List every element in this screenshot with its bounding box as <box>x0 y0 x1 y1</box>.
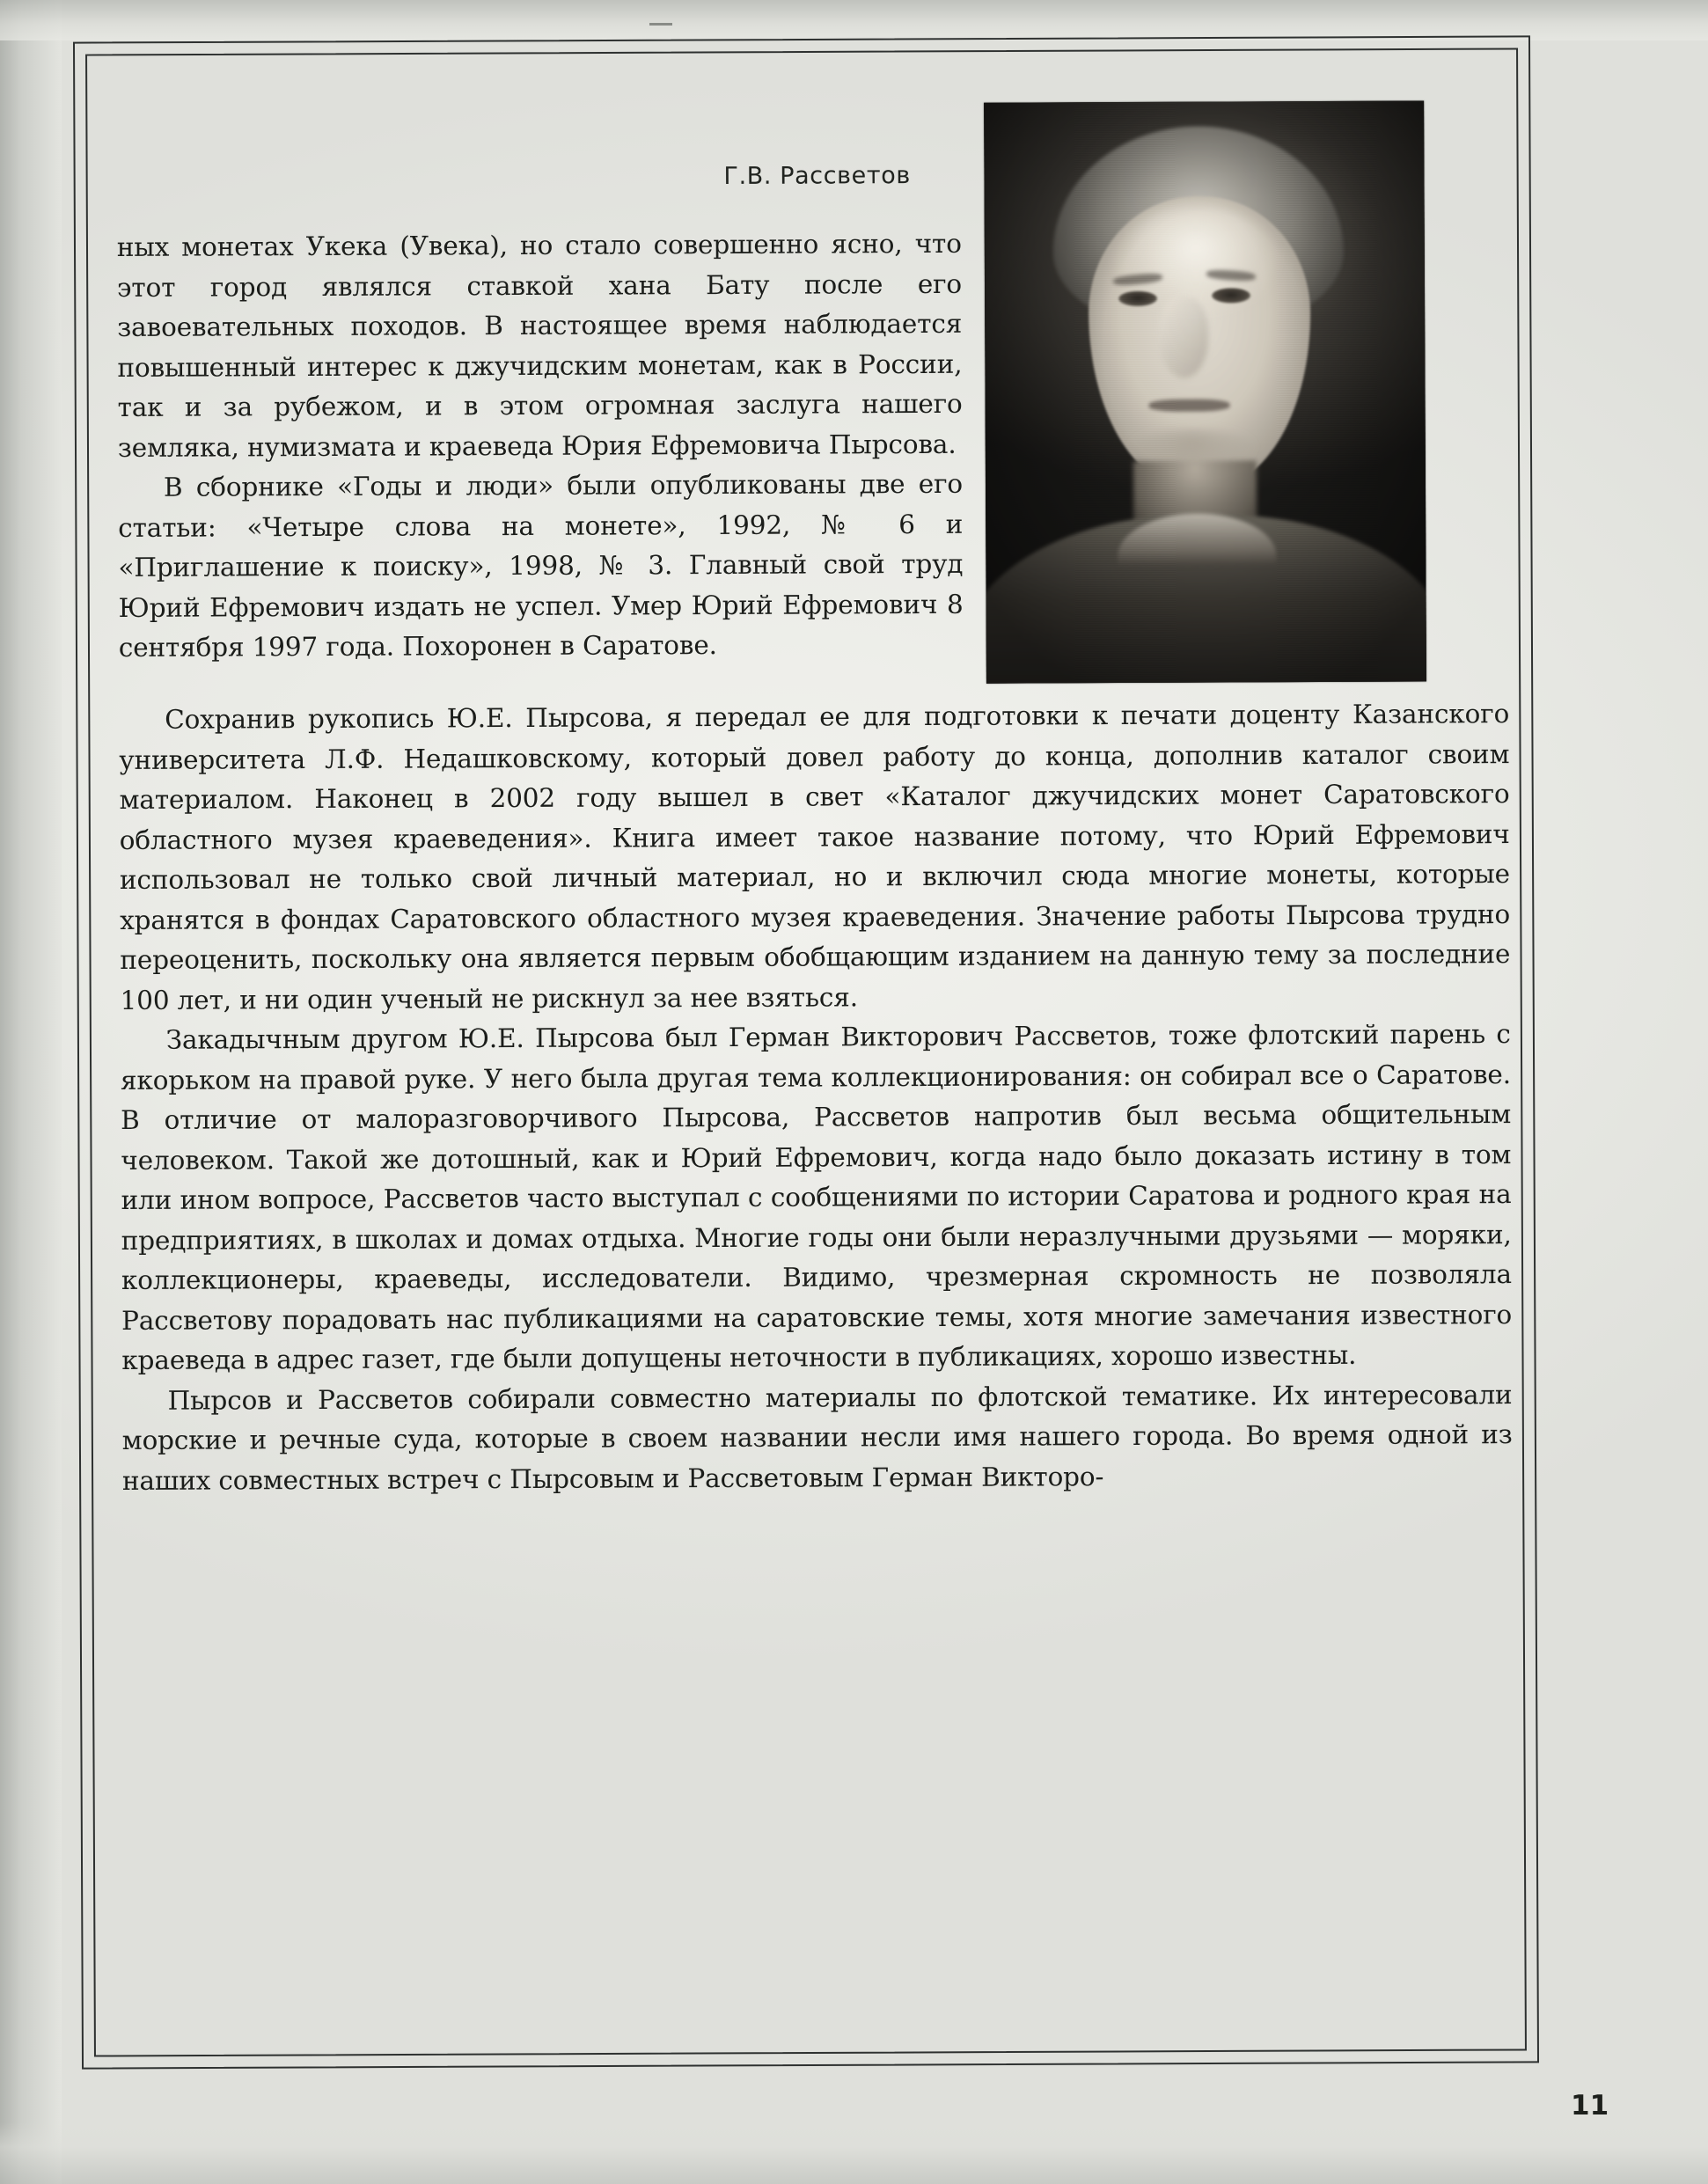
portrait-photograph <box>984 101 1426 684</box>
text-block-main <box>119 694 1513 1501</box>
photo-vignette <box>984 101 1426 684</box>
crop-mark <box>649 23 672 26</box>
paragraph: Сохранив рукопись Ю.Е. Пырсова, я передал ее для подготовки к печати доценту Казанского университета Л.Ф. Недашковскому, который довел работу до конца, дополнив каталог своим материалом. Наконец в 2002 году вышел в свет «Каталог джучидских монет Саратовского областного музея краеведения». Книга имеет такое название потому, что Юрий Ефремович использовал не только свой личный материал, но и включил сюда многие монеты, которые хранятся в фондах Саратовского областного музея краеведения. Значение работы Пырсова трудно переоценить, поскольку она является первым обобщающим изданием на данную тему за последние 100 лет, и ни один ученый не рискнул за нее взяться. <box>119 699 1511 1015</box>
page-content <box>116 78 1515 2029</box>
author-byline: Г.В. Рассветов <box>723 162 911 190</box>
paragraph: Пырсов и Рассветов собирали совместно материалы по флотской тематике. Их интересовали морские и речные суда, которые в своем названии несли имя нашего города. Во время одной из наших совместных встреч с Пырсовым и Рассветовым Герман Викторо- <box>121 1379 1513 1496</box>
top-edge-shadow <box>0 0 1708 40</box>
paragraph: Закадычным другом Ю.Е. Пырсова был Герман Викторович Рассветов, тоже флотский парень с якорьком на правой руке. У него была другая тема коллекционирования: он собирал все о Саратове. В отличие от малоразговорчивого Пырсова, Рассветов напротив был весьма общительным человеком. Такой же дотошный, как и Юрий Ефремович, когда надо было доказать истину в том или ином вопросе, Рассветов часто выступал с сообщениями по истории Саратова и родного края на предприятиях, в школах и домах отдыха. Многие годы они были неразлучными друзьями — моряки, коллекционеры, краеведы, исследователи. Видимо, чрезмерная скромность не позволяла Рассветову порадовать нас публикациями на саратовские темы, хотя многие замечания известного краеведа в адрес газет, где были допущены неточности в публикациях, хорошо известны. <box>120 1019 1513 1375</box>
text-block-top <box>117 224 964 669</box>
paragraph: ных монетах Укека (Увека), но стало совершенно ясно, что этот город являлся ставкой хана Бату после его завоевательных походов. В настоящее время наблюдается повышенный интерес к джучидским монетам, как в России, так и за рубежом, и в этом огромная заслуга нашего земляка, нумизмата и краеведа Юрия Ефремовича Пырсова. <box>116 228 963 463</box>
bottom-edge-shadow <box>0 2122 1708 2184</box>
page-number: 11 <box>1571 2090 1609 2122</box>
binding-shadow <box>0 0 62 2184</box>
paragraph: В сборнике «Годы и люди» были опубликованы две его статьи: «Четыре слова на монете», 1992, № 6 и «Приглашение к поиску», 1998, № 3. Главный свой труд Юрий Ефремович издать не успел. Умер Юрий Ефремович 8 сентября 1997 года. Похоронен в Саратове. <box>118 468 964 663</box>
